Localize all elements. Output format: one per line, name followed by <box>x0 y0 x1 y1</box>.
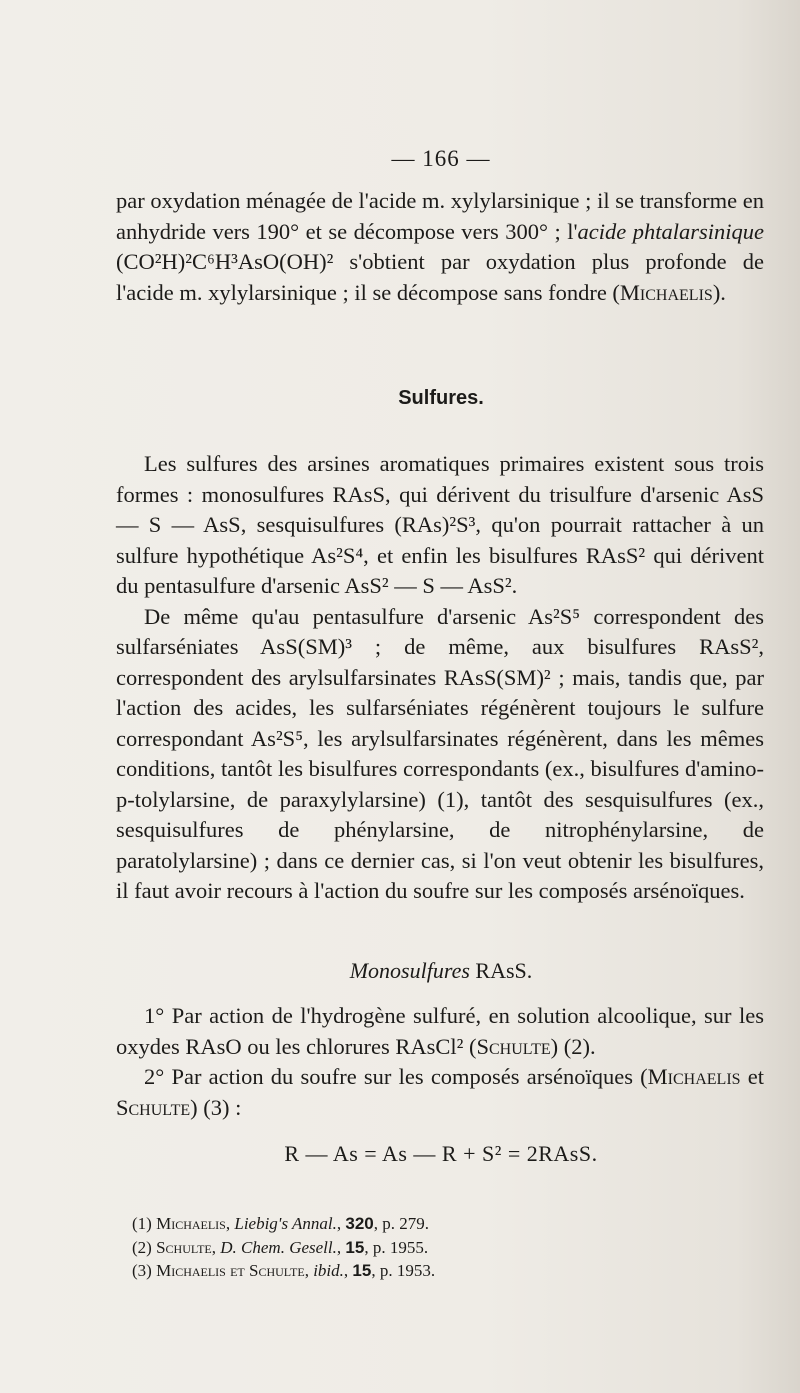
footnote-page: , p. 1955. <box>364 1237 429 1257</box>
intro-text-2: (CO²H)²C⁶H³AsO(OH)² s'obtient par oxydation plus profonde de l'acide m. xylylarsinique ; il se décompose sans fondre ( <box>116 249 764 305</box>
footnote-sep: , <box>211 1237 221 1257</box>
sulfures-paragraph-1: Les sulfures des arsines aromatiques primaires existent sous trois formes : monosulfures RAsS, qui dérivent du trisulfure d'arsenic AsS — S — AsS, sesquisulfures (RAs)²S³, qu'on pourrait rattacher à un sulfure hypothétique As²S⁴, et enfin les bisulfures RAsS² qui dérivent du pentasulfure d'arsenic AsS² — S — AsS². <box>116 451 764 598</box>
footnote-1 <box>132 1212 752 1236</box>
intro-author: Michaelis <box>619 279 713 305</box>
footnote-sep: , <box>336 1214 346 1233</box>
footnote-page: , p. 1953. <box>371 1261 436 1280</box>
footnote-page: , p. 279. <box>373 1214 429 1233</box>
footnote-sep: , <box>225 1214 235 1233</box>
footnote-3 <box>132 1259 752 1283</box>
section-title-sulfures: Sulfures. <box>398 387 484 409</box>
footnote-author: Schulte <box>156 1237 212 1257</box>
monosulfures-title-formula: RAsS. <box>469 958 533 983</box>
footnote-number: (3) <box>132 1261 157 1280</box>
reaction-formula: R — As = As — R + S² = 2RAsS. <box>284 1141 598 1166</box>
monosulfures-title-italic: Monosulfures <box>349 958 470 983</box>
footnote-number: (1) <box>132 1214 157 1233</box>
intro-paragraph <box>116 186 764 308</box>
item2-author-2: Schulte <box>116 1094 191 1120</box>
footnotes <box>132 1212 752 1283</box>
monosulfures-item-2 <box>116 1062 764 1123</box>
page-number: — 166 — <box>391 146 491 171</box>
footnote-journal: Liebig's Annal. <box>234 1214 337 1233</box>
footnote-journal: D. Chem. Gesell. <box>220 1237 337 1257</box>
sulfures-body <box>116 449 764 907</box>
item1-ref: ) (2). <box>550 1033 596 1059</box>
footnote-sep: , <box>343 1261 353 1280</box>
footnote-sep: , <box>304 1261 314 1280</box>
sulfures-paragraph-2: De même qu'au pentasulfure d'arsenic As²S⁵ correspondent des sulfarséniates AsS(SM)³ ; de même, aux bisulfures RAsS², correspondent des arylsulfarsinates RAsS(SM)² ; mais, tandis que, par l'action des acides, les sulfarséniates régénèrent toujours le sulfure correspondant As²S⁵, les arylsulfarsinates régénèrent, dans les mêmes conditions, tantôt les bisulfures correspondants (ex., bisulfures d'amino-p-tolylarsine, de paraxylylarsine) (1), tantôt des sesquisulfures (ex., sesquisulfures de phénylarsine, de nitrophénylarsine, de paratolylarsine) ; dans ce dernier cas, si l'on veut obtenir les bisulfures, il faut avoir recours à l'action du soufre sur les composés arsénoïques. <box>116 603 764 903</box>
footnote-2 <box>132 1236 752 1260</box>
footnote-journal: ibid. <box>313 1261 344 1280</box>
item2-ref: ) (3) : <box>190 1094 242 1120</box>
item1-author: Schulte <box>476 1033 551 1059</box>
intro-text-3: ). <box>712 279 726 305</box>
monosulfures-item-1 <box>116 1001 764 1062</box>
item2-mid: et <box>740 1064 764 1089</box>
item2-author-1: Michaelis <box>647 1064 741 1089</box>
footnote-volume: 15 <box>345 1237 365 1257</box>
footnote-volume: 320 <box>345 1214 374 1233</box>
intro-italic-term: acide phtalarsinique <box>577 218 765 244</box>
footnote-sep: , <box>336 1237 346 1257</box>
footnote-author: Michaelis <box>156 1214 226 1233</box>
section-title-monosulfures <box>116 958 766 984</box>
item1-text: 1° Par action de l'hydrogène sulfuré, en solution alcoolique, sur les oxydes RAsO ou les chlorures RAsCl² ( <box>116 1003 764 1059</box>
monosulfures-body <box>116 1001 764 1123</box>
footnote-volume: 15 <box>352 1261 372 1280</box>
footnote-number: (2) <box>132 1237 157 1257</box>
item2-text: 2° Par action du soufre sur les composés arsénoïques ( <box>144 1064 648 1089</box>
footnote-author: Michaelis et Schulte <box>156 1261 305 1280</box>
intro-text-1: par oxydation ménagée de l'acide m. xylylarsinique ; il se transforme en anhydride vers 190° et se décompose vers 300° ; l' <box>116 188 764 244</box>
